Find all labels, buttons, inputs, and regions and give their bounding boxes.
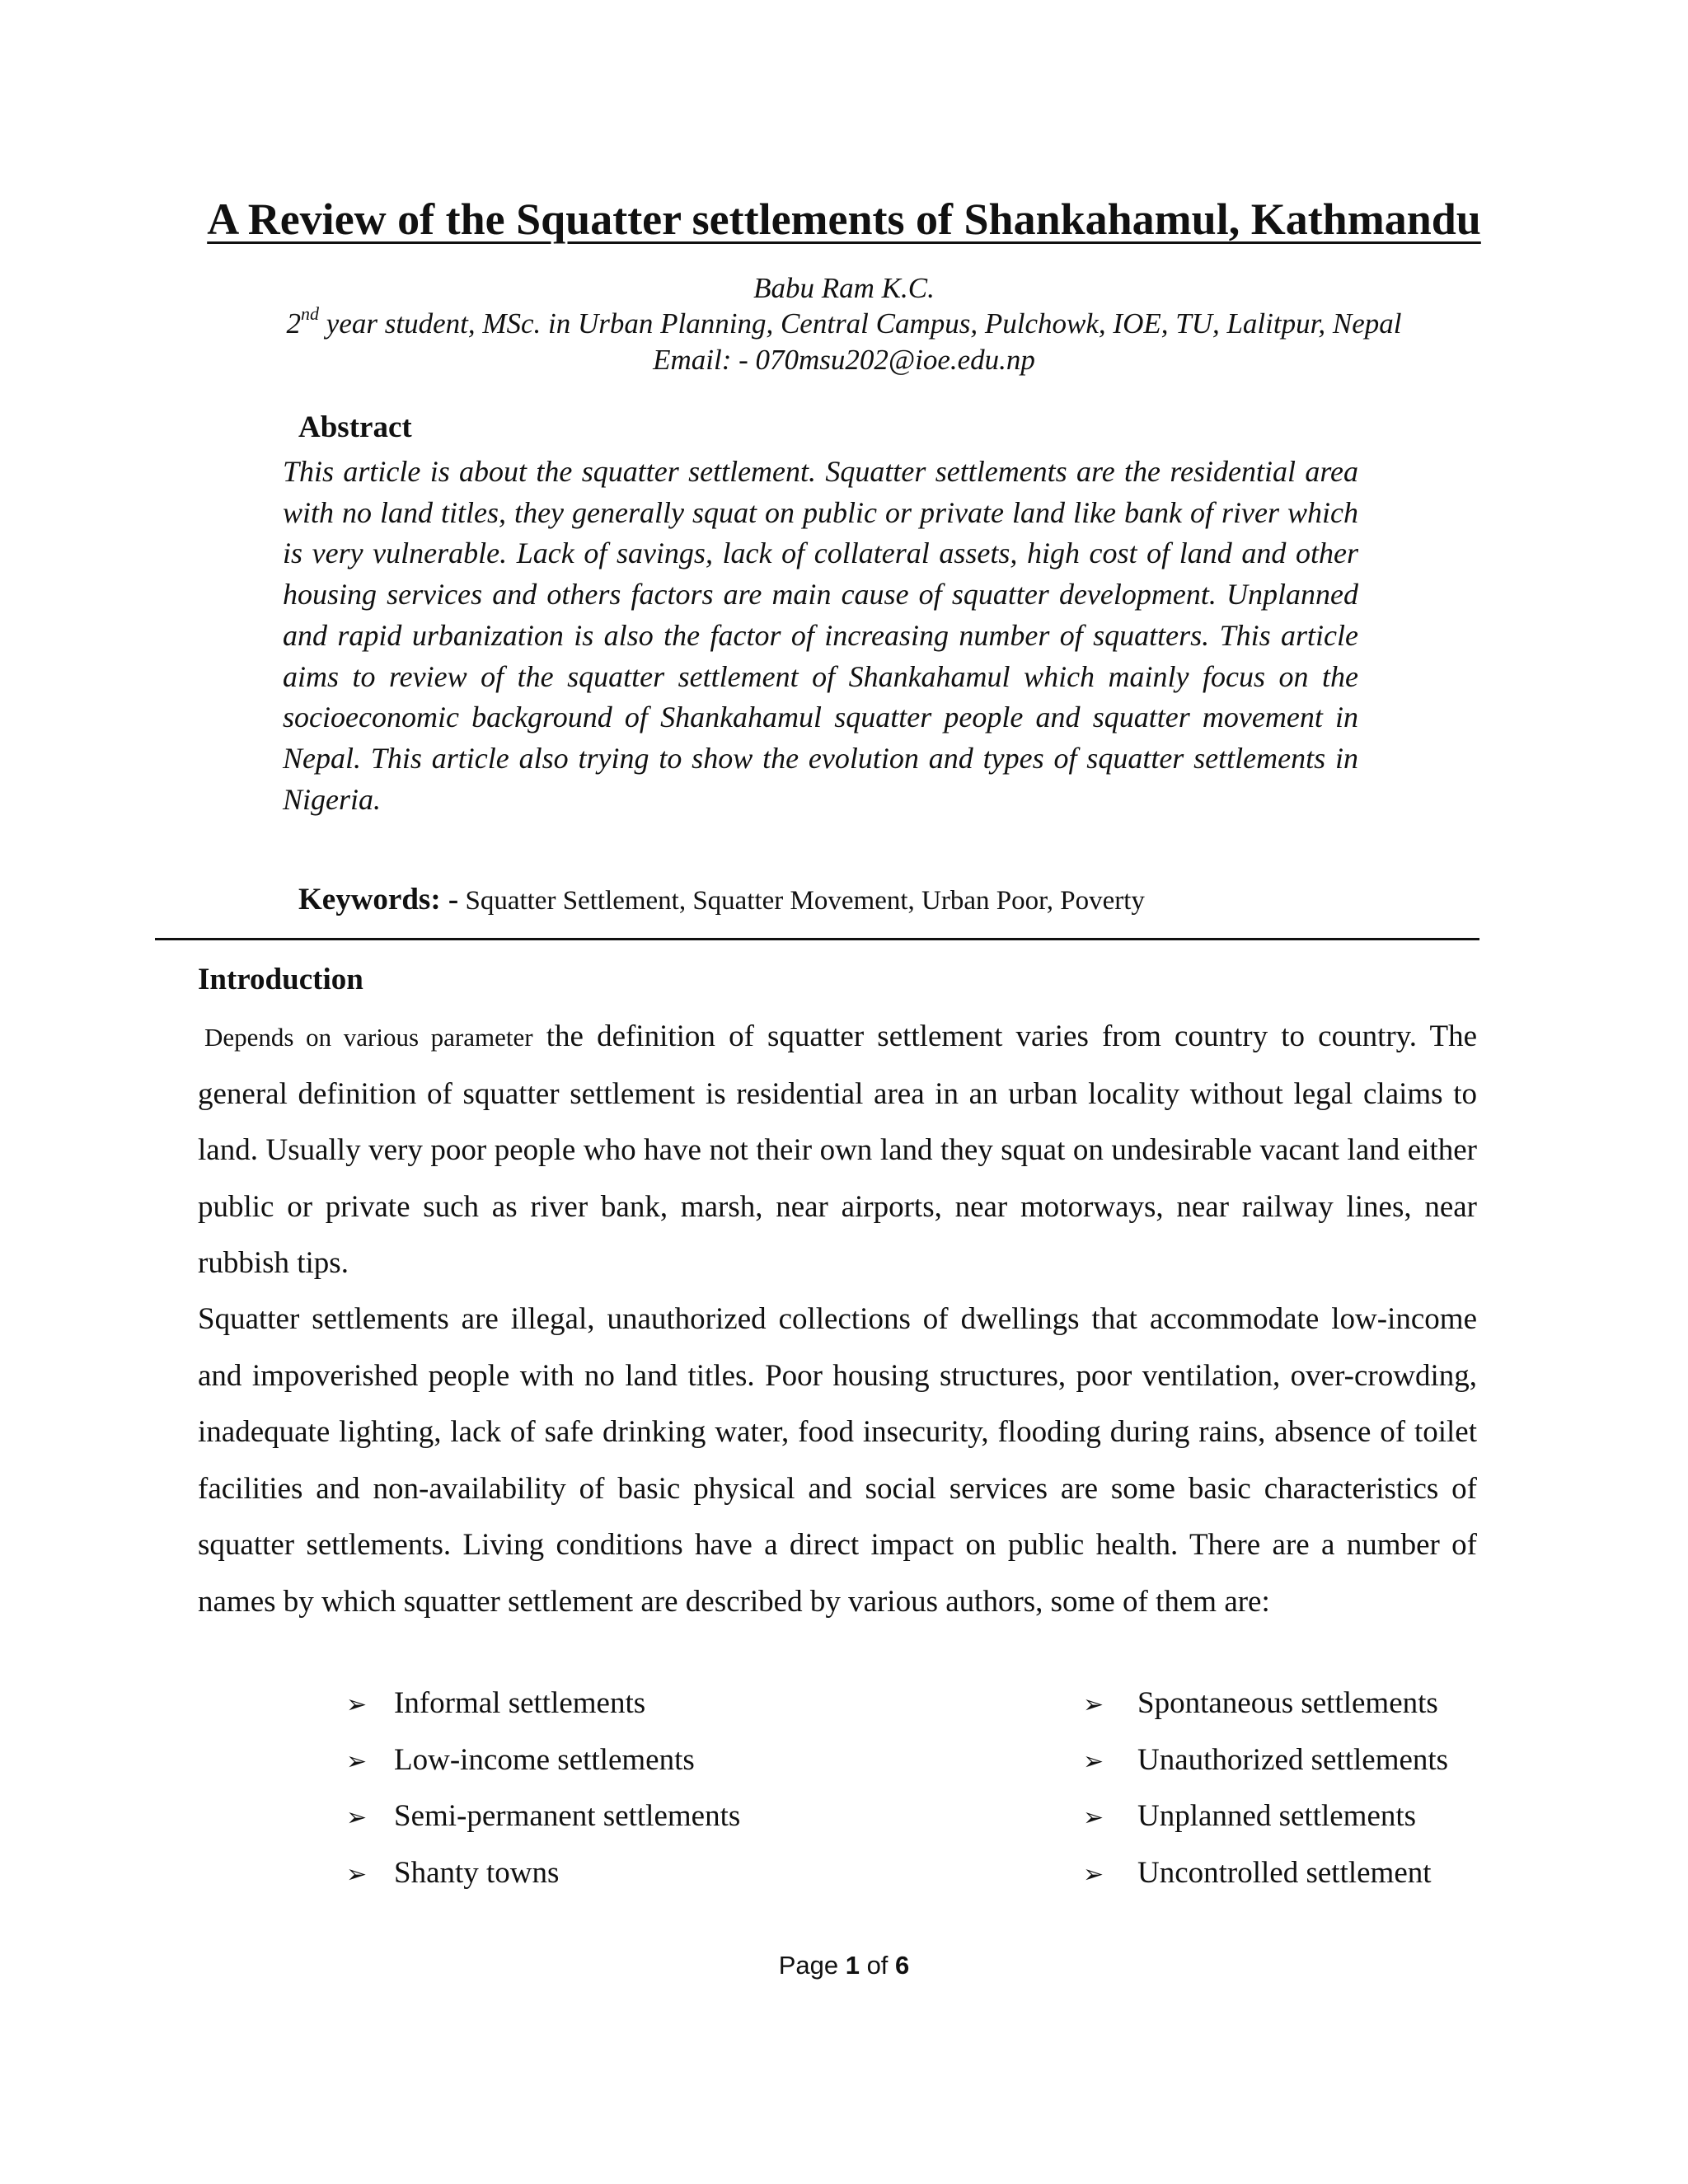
introduction-heading: Introduction xyxy=(198,963,363,996)
author-name: Babu Ram K.C. xyxy=(753,272,935,304)
intro-paragraph-1 xyxy=(198,1009,1477,1292)
keywords-text: Squatter Settlement, Squatter Movement, Urban Poor, Poverty xyxy=(458,886,1145,916)
page-number-footer xyxy=(0,1951,1688,1980)
list-item xyxy=(346,1732,740,1789)
list-item-text: Semi-permanent settlements xyxy=(394,1799,741,1834)
intro-paragraph-1-rest: the definition of squatter settlement varies from country to country. The general definition of squatter settlement is residential area in an urban locality without legal claims to land. Usually very poor people who have not their own land they squat on undesirable vacant land either public or private such as river bank, marsh, near airports, near motorways, near railway lines, near rubbish tips. xyxy=(198,1019,1478,1281)
list-item-text: Spontaneous settlements xyxy=(1137,1686,1438,1720)
affiliation-ordinal: 2 xyxy=(286,307,302,340)
list-item-text: Unauthorized settlements xyxy=(1137,1742,1449,1777)
arrow-bullet-icon: ➢ xyxy=(346,1803,368,1833)
list-item-text: Uncontrolled settlement xyxy=(1137,1855,1432,1890)
footer-middle: of xyxy=(859,1951,896,1980)
current-page-number: 1 xyxy=(845,1951,860,1980)
paper-title: A Review of the Squatter settlements of Shankahamul, Kathmandu xyxy=(207,194,1481,244)
arrow-bullet-icon: ➢ xyxy=(346,1690,368,1719)
list-item xyxy=(1083,1845,1448,1902)
arrow-bullet-icon: ➢ xyxy=(1083,1746,1104,1776)
arrow-bullet-icon: ➢ xyxy=(1083,1859,1104,1889)
intro-paragraph-2: Squatter settlements are illegal, unauthorized collections of dwellings that accommodate low-income and impoverished people with no land titles. Poor housing structures, poor ventilation, over-crowding, inadequate lighting, lack of safe drinking water, food insecurity, flooding during rains, absence of toilet facilities and non-availability of basic physical and social services are some basic characteristics of squatter settlements. Living conditions have a direct impact on public health. There are a number of names by which squatter settlement are described by various authors, some of them are: xyxy=(198,1302,1477,1619)
keywords-label: Keywords: - xyxy=(298,883,459,916)
section-divider xyxy=(155,938,1479,940)
list-item-text: Unplanned settlements xyxy=(1137,1799,1417,1834)
abstract-heading: Abstract xyxy=(298,410,412,444)
footer-prefix: Page xyxy=(778,1951,846,1980)
total-page-count: 6 xyxy=(895,1951,910,1980)
author-email: Email: - 070msu202@ioe.edu.np xyxy=(653,344,1035,376)
affiliation-text: year student, MSc. in Urban Planning, Central Campus, Pulchowk, IOE, TU, Lalitpur, Nepal xyxy=(319,307,1402,340)
list-item xyxy=(1083,1675,1448,1732)
list-item xyxy=(1083,1732,1448,1789)
arrow-bullet-icon: ➢ xyxy=(1083,1803,1104,1833)
settlement-names-list-right xyxy=(1083,1675,1448,1901)
list-item xyxy=(346,1845,740,1902)
abstract-text: This article is about the squatter settlement. Squatter settlements are the residential area with no land titles, they generally squat on public or private land like bank of river which is very vulnerable. Lack of savings, lack of collateral assets, high cost of land and other housing services and others factors are main cause of squatter development. Unplanned and rapid urbanization is also the factor of increasing number of squatters. This article aims to review of the squatter settlement of Shankahamul which mainly focus on the socioeconomic background of Shankahamul squatter people and squatter movement in Nepal. This article also trying to show the evolution and types of squatter settlements in Nigeria. xyxy=(283,455,1358,816)
author-affiliation xyxy=(0,303,1688,340)
arrow-bullet-icon: ➢ xyxy=(1083,1690,1104,1719)
list-item-text: Informal settlements xyxy=(394,1686,646,1720)
keywords-line xyxy=(298,882,1145,917)
arrow-bullet-icon: ➢ xyxy=(346,1859,368,1889)
list-item xyxy=(346,1788,740,1845)
list-item-text: Shanty towns xyxy=(394,1855,560,1890)
affiliation-superscript: nd xyxy=(301,303,320,324)
list-item xyxy=(1083,1788,1448,1845)
list-item-text: Low-income settlements xyxy=(394,1742,695,1777)
settlement-names-list-left xyxy=(346,1675,740,1901)
intro-paragraph-1-lead: Depends on various parameter xyxy=(204,1023,533,1052)
arrow-bullet-icon: ➢ xyxy=(346,1746,368,1776)
list-item xyxy=(346,1675,740,1732)
